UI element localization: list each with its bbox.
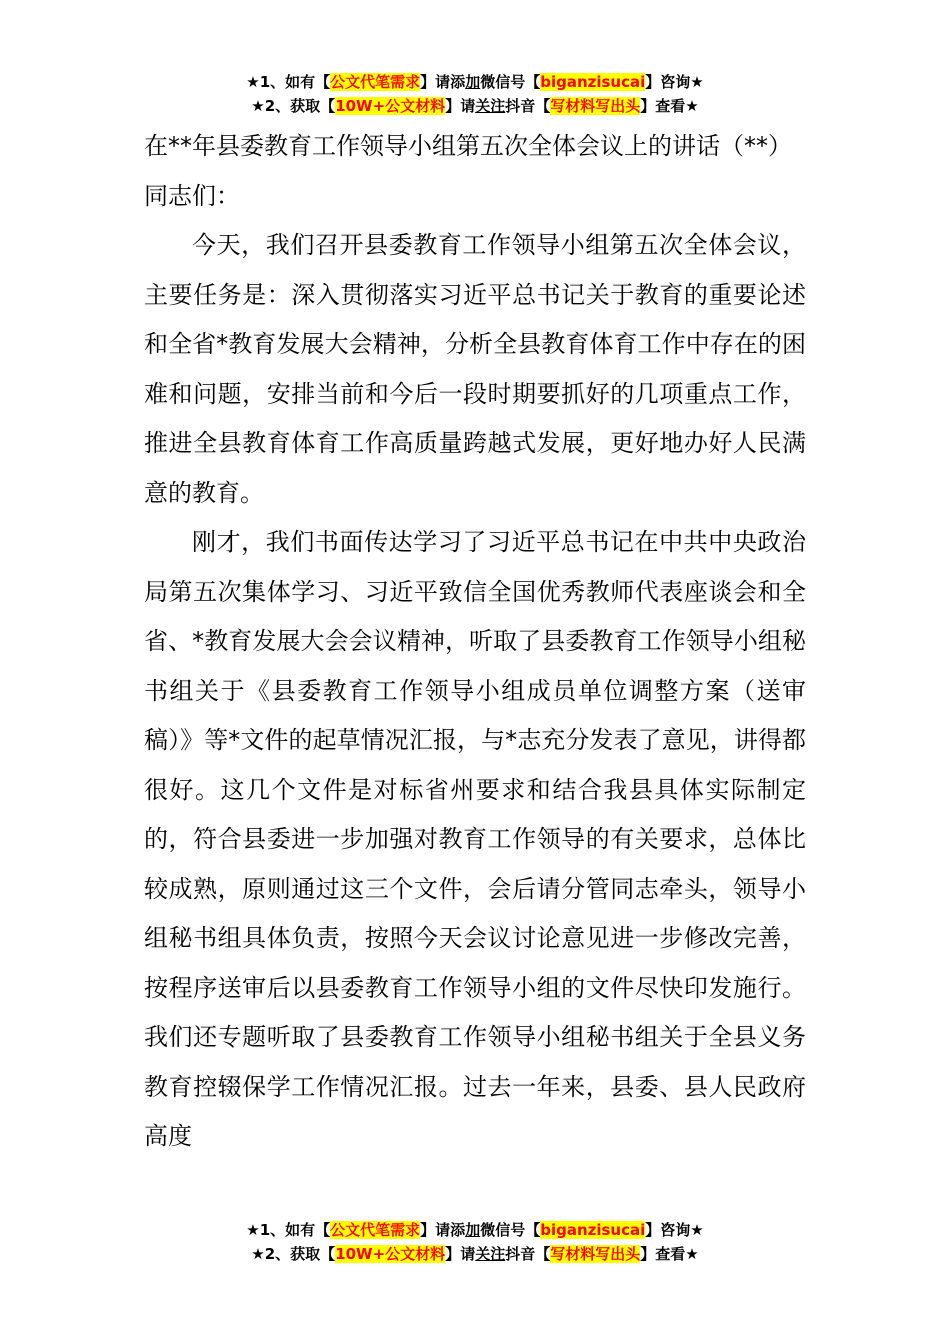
promo-text: 】查看★ [640,1245,699,1263]
promo-text: 】请 [445,97,476,115]
promo-highlight: 公文代笔需求 [330,73,421,91]
promo-highlight: 公文代笔需求 [330,1221,421,1239]
header-promo-banner [0,70,950,118]
promo-underlined-text: 关注 [475,1245,506,1263]
paragraph: 今天，我们召开县委教育工作领导小组第五次全体会议，主要任务是：深入贯彻落实习近平总书记关于教育的重要论述和全省*教育发展大会精神，分析全县教育体育工作中存在的困难和问题，安排当前和今后一段时期要抓好的几项重点工作，推进全县教育体育工作高质量跨越式发展，更好地办好人民满意的教育。 [144,231,806,507]
promo-highlight: 10W+公文材料 [335,1245,446,1263]
document-title: 在**年县委教育工作领导小组第五次全体会议上的讲话（**） [144,132,792,160]
promo-text: 】请添 [420,1221,466,1239]
footer-promo-banner [0,1218,950,1266]
promo-underlined-text: 加 [465,73,481,91]
promo-text: 】咨询★ [645,73,704,91]
salutation: 同志们： [144,181,240,210]
promo-highlight: biganzisucai [540,73,646,91]
promo-text: 】咨询★ [645,1221,704,1239]
promo-highlight: 写材料写出头 [550,97,641,115]
promo-text: ★1、如有【 [246,73,331,91]
promo-text: 】请 [445,1245,476,1263]
promo-text: 抖音【 [505,1245,551,1263]
promo-highlight: 写材料写出头 [550,1245,641,1263]
paragraph: 刚才，我们书面传达学习了习近平总书记在中共中央政治局第五次集体学习、习近平致信全国优秀教师代表座谈会和全省、*教育发展大会会议精神，听取了县委教育工作领导小组秘书组关于《县委教育工作领导小组成员单位调整方案（送审稿）》等*文件的起草情况汇报，与*志充分发表了意见，讲得都很好。这几个文件是对标省州要求和结合我县具体实际制定的，符合县委进一步加强对教育工作领导的有关要求，总体比较成熟，原则通过这三个文件，会后请分管同志牵头，领导小组秘书组具体负责，按照今天会议讨论意见进一步修改完善，按程序送审后以县委教育工作领导小组的文件尽快印发施行。我们还专题听取了县委教育工作领导小组秘书组关于全县义务教育控辍保学工作情况汇报。过去一年来，县委、县人民政府高度 [144,528,806,1150]
promo-line-2 [0,1242,950,1266]
promo-text: 抖音【 [505,97,551,115]
promo-text: 微信号【 [480,73,541,91]
promo-underlined-text: 关注 [475,97,506,115]
promo-text: ★2、获取【 [251,1245,336,1263]
promo-line-1 [0,1218,950,1242]
promo-text: 微信号【 [480,1221,541,1239]
promo-text: 】请添 [420,73,466,91]
promo-highlight: 10W+公文材料 [335,97,446,115]
promo-line-1 [0,70,950,94]
promo-highlight: biganzisucai [540,1221,646,1239]
promo-text: 】查看★ [640,97,699,115]
promo-text: ★2、获取【 [251,97,336,115]
document-body [144,122,806,1162]
promo-text: ★1、如有【 [246,1221,331,1239]
promo-underlined-text: 加 [465,1221,481,1239]
promo-line-2 [0,94,950,118]
